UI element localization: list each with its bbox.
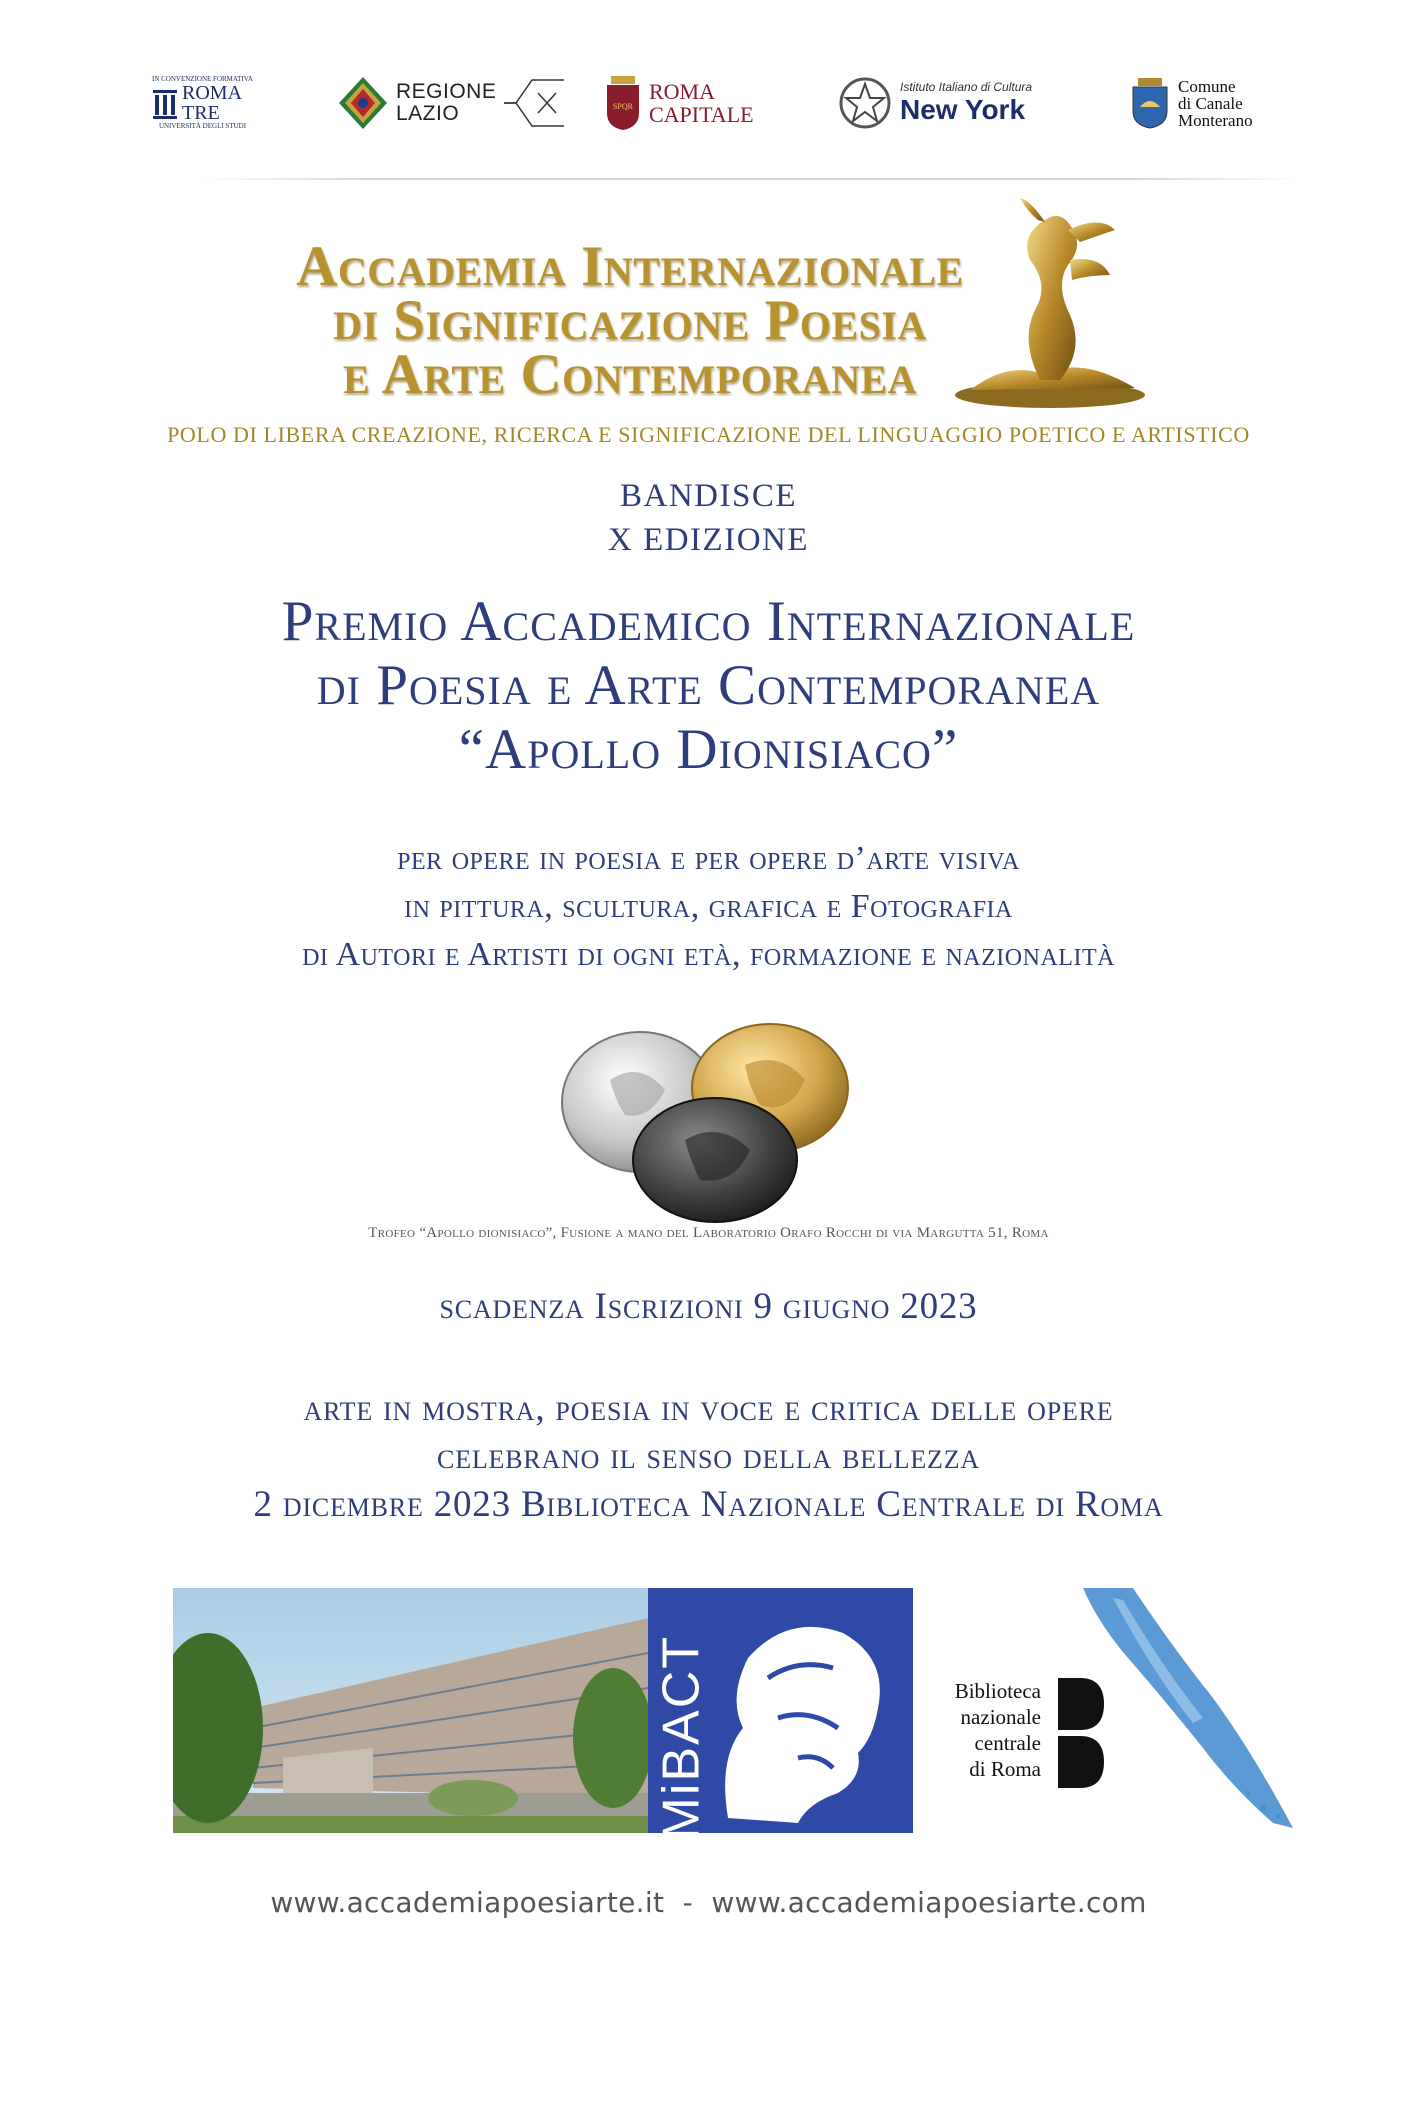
istituto-cultura-logo: [838, 58, 1032, 148]
trofeo-caption: Trofeo “Apollo dionisiaco”, Fusione a mano del Laboratorio Orafo Rocchi di via Margutta 51, Roma: [368, 1225, 1049, 1241]
roma-tre-roma: ROMA: [182, 82, 243, 104]
evento-line-3: 2 dicembre 2023 Biblioteca Nazionale Centrale di Roma: [253, 1484, 1164, 1525]
biblioteca-banner: [173, 1588, 1298, 1841]
academy-title: [230, 235, 1030, 406]
roma-tre-logo: [152, 58, 253, 148]
premio-title-line-1: Premio Accademico Internazionale: [281, 590, 1136, 653]
roma-tre-small-text: IN CONVENZIONE FORMATIVA: [152, 75, 253, 83]
new-york-text: New York: [900, 94, 1026, 125]
academy-title-line-2: di Significazione Poesia: [333, 289, 927, 352]
polo-subtitle: POLO DI LIBERA CREAZIONE, RICERCA E SIGNIFICAZIONE DEL LINGUAGGIO POETICO E ARTISTICO: [167, 422, 1250, 447]
comune-text: Comune: [1178, 76, 1236, 96]
capitale-text: CAPITALE: [649, 102, 754, 127]
per-opere-text: [0, 835, 1417, 979]
biblioteca-line-3: centrale: [974, 1731, 1041, 1755]
premio-title-line-3: “Apollo Dionisiaco”: [458, 718, 959, 781]
premio-title-line-2: di Poesia e Arte Contemporanea: [316, 654, 1101, 717]
lazio-lines-icon: [504, 78, 564, 128]
biblioteca-building-photo: [173, 1588, 648, 1833]
per-opere-line-3: di Autori e Artisti di ogni età, formazione e nazionalità: [302, 936, 1115, 973]
lazio-crest-icon: [338, 76, 388, 130]
academy-title-line-3: e Arte Contemporanea: [342, 343, 918, 406]
scadenza-text: scadenza Iscrizioni 9 giugno 2023: [439, 1286, 978, 1327]
mibact-text-wrapper: [651, 1588, 711, 1841]
premio-title: [0, 590, 1417, 782]
per-opere-line-1: per opere in poesia e per opere d’arte visiva: [397, 840, 1020, 877]
mibact-text: MiBACT: [652, 1634, 711, 1841]
partner-logos: [120, 58, 1300, 148]
roma-shield-icon: [605, 75, 641, 131]
regione-text: REGIONE: [396, 79, 497, 103]
roma-capitale-logo: [605, 58, 754, 148]
roma-tre-sub: UNIVERSITÀ DEGLI STUDI: [158, 122, 247, 130]
biblioteca-line-4: di Roma: [969, 1757, 1041, 1781]
monterano-text: Monterano: [1178, 110, 1253, 130]
bandisce-text: BANDISCE: [619, 478, 798, 514]
istituto-small-text: Istituto Italiano di Cultura: [900, 80, 1033, 94]
roma-text: ROMA: [649, 78, 716, 104]
biblioteca-label: [921, 1678, 1041, 1782]
comune-crest-icon: [1130, 77, 1170, 129]
roma-tre-tre: TRE: [182, 102, 220, 124]
evento-text: [0, 1385, 1417, 1529]
canale-text: di Canale: [1178, 93, 1243, 113]
trophy-coins-image: [555, 1020, 865, 1225]
regione-lazio-logo: [338, 58, 564, 148]
comune-logo: [1130, 58, 1253, 148]
roma-tre-emblem-icon: [152, 86, 178, 120]
golden-statue-image: [950, 190, 1150, 410]
svg-text:SPQR: SPQR: [612, 102, 634, 111]
lazio-text: LAZIO: [396, 102, 460, 125]
italy-emblem-icon: [838, 76, 892, 130]
per-opere-line-2: in pittura, scultura, grafica e Fotografia: [404, 888, 1013, 925]
evento-line-1: arte in mostra, poesia in voce e critica delle opere: [303, 1388, 1114, 1429]
academy-title-line-1: Accademia Internazionale: [296, 235, 964, 298]
blue-brush-stroke-icon: [1053, 1588, 1298, 1833]
biblioteca-line-2: nazionale: [960, 1705, 1041, 1729]
header-divider: [200, 178, 1300, 180]
biblioteca-line-1: Biblioteca: [954, 1679, 1041, 1703]
websites-link[interactable]: www.accademiapoesiarte.it - www.accademiapoesiarte.com: [270, 1886, 1147, 1919]
edizione-text: X EDIZIONE: [607, 522, 810, 558]
evento-line-2: celebrano il senso della bellezza: [437, 1436, 980, 1477]
